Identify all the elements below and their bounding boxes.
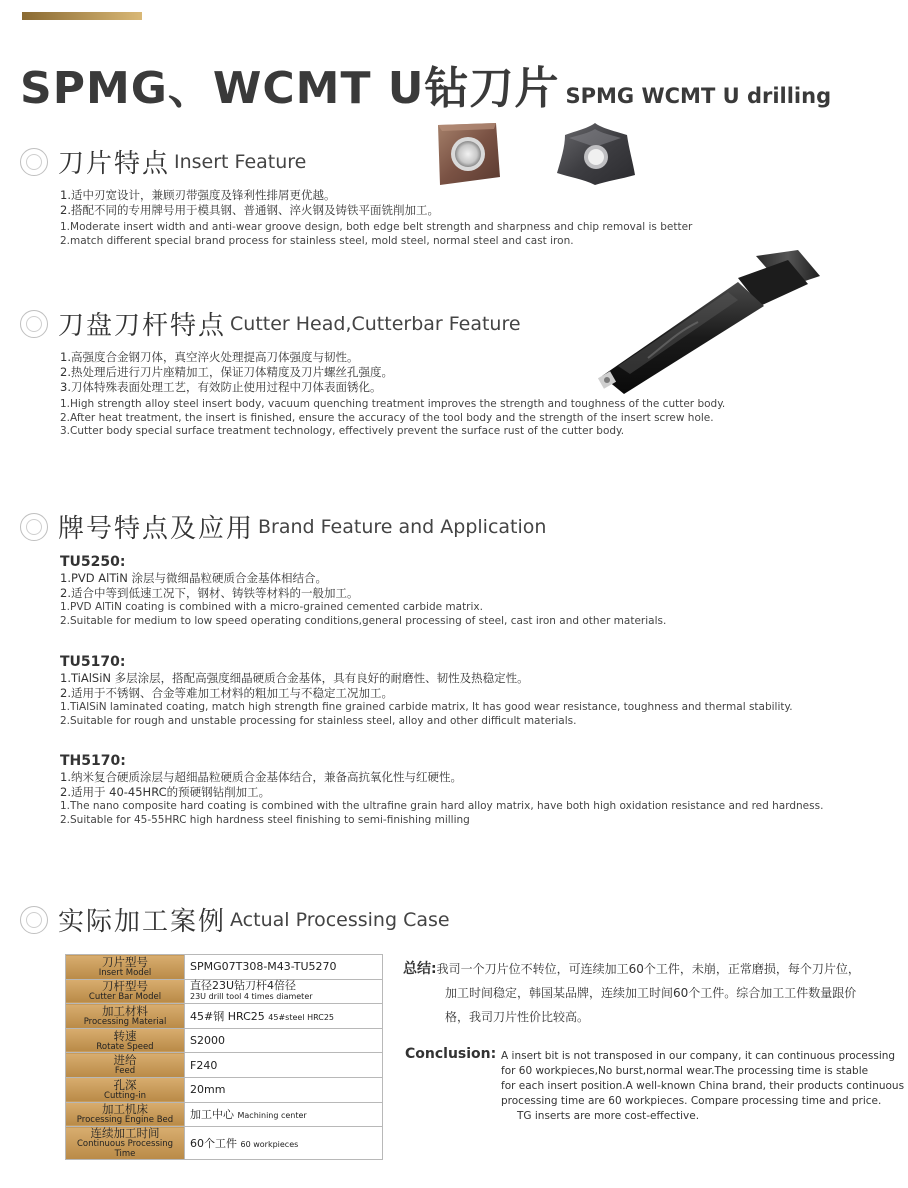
brand-zh-line: 1.TiAlSiN 多层涂层，搭配高强度细晶硬质合金基体，具有良好的耐磨性、韧性及热稳定性。: [60, 671, 529, 685]
cutter-feature-en-line: 1.High strength alloy steel insert body, vacuum quenching treatment improves the strength and toughness of the cutter body.: [60, 398, 726, 410]
row-value: F240: [185, 1053, 383, 1078]
brand-tu5250: [60, 553, 880, 628]
conclusion-line: for each insert position.A well-known China brand, their products continuous: [501, 1080, 905, 1092]
cutter-feature-en-line: 3.Cutter body special surface treatment technology, effectively prevent the surface rust of the cutter body.: [60, 425, 625, 437]
table-row: [66, 979, 383, 1004]
table-row: [66, 1077, 383, 1102]
brand-en-line: 1.The nano composite hard coating is combined with the ultrafine grain hard alloy matrix, have both high oxidation resistance and red hardness.: [60, 800, 824, 812]
row-value: 20mm: [185, 1077, 383, 1102]
row-label: 孔深 Cutting-in: [66, 1077, 185, 1102]
row-value: SPMG07T308-M43-TU5270: [185, 955, 383, 980]
brand-name: TH5170:: [60, 753, 126, 769]
summary-label: 总结:: [403, 961, 437, 977]
section-title-en: Actual Processing Case: [230, 908, 450, 931]
table-row: [66, 1053, 383, 1078]
section-title-en: Insert Feature: [174, 150, 307, 173]
brand-zh-line: 1.纳米复合硬质涂层与超细晶粒硬质合金基体结合，兼备高抗氧化性与红硬性。: [60, 770, 462, 784]
row-label: 刀杆型号 Cutter Bar Model: [66, 979, 185, 1004]
section-bullet-icon: [20, 513, 48, 541]
insert-feature-en-line: 2.match different special brand process for stainless steel, mold steel, normal steel and cast iron.: [60, 234, 574, 247]
conclusion-line: processing time are 60 workpieces. Compare processing time and price.: [501, 1095, 882, 1107]
brand-th5170: [60, 752, 880, 827]
section-bullet-icon: [20, 906, 48, 934]
conclusion-label: Conclusion:: [405, 1046, 497, 1062]
row-label: 加工材料 Processing Material: [66, 1004, 185, 1029]
brand-en-line: 1.TiAlSiN laminated coating, match high strength fine grained carbide matrix, It has good wear resistance, toughness and thermal stability.: [60, 701, 793, 713]
brand-en-line: 2.Suitable for 45-55HRC high hardness steel finishing to semi-finishing milling: [60, 813, 470, 826]
section-case-heading: [20, 901, 450, 938]
page-title: [20, 52, 831, 116]
insert-feature-zh-line: 1.适中刃宽设计，兼顾刃带强度及锋利性排屑更优越。: [60, 188, 336, 202]
summary-line: 格，我司刀片性价比较高。: [445, 1010, 590, 1024]
section-title-en: Cutter Head,Cutterbar Feature: [230, 312, 521, 335]
cutter-feature-zh-line: 3.刀体特殊表面处理工艺，有效防止使用过程中刀体表面锈化。: [60, 380, 382, 394]
section-cutter-feature-heading: [20, 305, 521, 342]
section-title-en: Brand Feature and Application: [258, 515, 547, 538]
table-row: [66, 1127, 383, 1160]
row-label: 连续加工时间 Continuous Processing Time: [66, 1127, 185, 1160]
summary-line: 加工时间稳定，韩国某品牌，连续加工时间60个工件。综合加工工件数量跟价: [445, 986, 857, 1000]
brand-en-line: 2.Suitable for rough and unstable processing for stainless steel, alloy and other difficult materials.: [60, 714, 577, 727]
square-insert-image: [432, 121, 502, 187]
row-label: 加工机床 Processing Engine Bed: [66, 1102, 185, 1127]
table-row: [66, 1004, 383, 1029]
insert-feature-zh-line: 2.搭配不同的专用牌号用于模具钢、普通钢、淬火钢及铸铁平面铣削加工。: [60, 203, 439, 217]
page-title-zh: SPMG、WCMT U钻刀片: [20, 63, 560, 114]
page-title-en: SPMG WCMT U drilling: [565, 84, 832, 108]
section-title-zh: 刀片特点: [58, 149, 171, 179]
row-value: 60个工件 60 workpieces: [185, 1127, 383, 1160]
row-value: 45#钢 HRC25 45#steel HRC25: [185, 1004, 383, 1029]
summary-block: [403, 957, 893, 1029]
conclusion-line: TG inserts are more cost-effective.: [517, 1110, 700, 1122]
brand-zh-line: 2.适合中等到低速工况下，钢材、铸铁等材料的一般加工。: [60, 586, 359, 600]
section-title-zh: 刀盘刀杆特点: [58, 311, 227, 341]
row-value: S2000: [185, 1028, 383, 1053]
processing-case-table: [65, 954, 383, 1160]
top-accent-bar: [22, 12, 142, 20]
section-bullet-icon: [20, 310, 48, 338]
brand-name: TU5170:: [60, 654, 126, 670]
row-value: 直径23U钻刀杆4倍径 23U drill tool 4 times diameter: [185, 979, 383, 1004]
brand-en-line: 2.Suitable for medium to low speed operating conditions,general processing of steel, cast iron and other materials.: [60, 614, 667, 627]
table-row: [66, 1102, 383, 1127]
section-bullet-icon: [20, 148, 48, 176]
brand-tu5170: [60, 653, 880, 728]
conclusion-line: A insert bit is not transposed in our company, it can continuous processing: [501, 1050, 896, 1062]
section-title-zh: 实际加工案例: [58, 907, 227, 937]
brand-name: TU5250:: [60, 554, 126, 570]
insert-feature-body: [60, 188, 880, 248]
cutter-feature-body: [60, 350, 880, 439]
row-label: 转速 Rotate Speed: [66, 1028, 185, 1053]
table-row: [66, 1028, 383, 1053]
row-label: 进给 Feed: [66, 1053, 185, 1078]
section-insert-feature-heading: [20, 143, 306, 180]
cutter-feature-zh-line: 1.高强度合金钢刀体，真空淬火处理提高刀体强度与韧性。: [60, 350, 359, 364]
row-value: 加工中心 Machining center: [185, 1102, 383, 1127]
summary-line: 总结:我司一个刀片位不转位，可连续加工60个工件，未崩，正常磨损，每个刀片位，: [403, 961, 860, 977]
cutter-feature-en-line: 2.After heat treatment, the insert is finished, ensure the accuracy of the tool body and the strength of the insert screw hole.: [60, 411, 714, 424]
row-label: 刀片型号 Insert Model: [66, 955, 185, 980]
brand-zh-line: 2.适用于不锈钢、合金等难加工材料的粗加工与不稳定工况加工。: [60, 686, 393, 700]
table-row: [66, 955, 383, 980]
brand-en-line: 1.PVD AlTiN coating is combined with a micro-grained cemented carbide matrix.: [60, 601, 483, 613]
trigon-insert-image: [555, 121, 637, 187]
section-title-zh: 牌号特点及应用: [58, 514, 255, 544]
conclusion-line: for 60 workpieces,No burst,normal wear.The processing time is stable: [501, 1065, 869, 1077]
conclusion-text: [501, 1049, 905, 1124]
brand-zh-line: 2.适用于 40-45HRC的预硬钢钻削加工。: [60, 785, 271, 799]
brand-zh-line: 1.PVD AlTiN 涂层与微细晶粒硬质合金基体相结合。: [60, 571, 327, 585]
cutter-feature-zh-line: 2.热处理后进行刀片座精加工，保证刀体精度及刀片螺丝孔强度。: [60, 365, 393, 379]
section-brand-feature-heading: [20, 508, 546, 545]
insert-feature-en-line: 1.Moderate insert width and anti-wear groove design, both edge belt strength and sharpness and chip removal is better: [60, 221, 693, 233]
